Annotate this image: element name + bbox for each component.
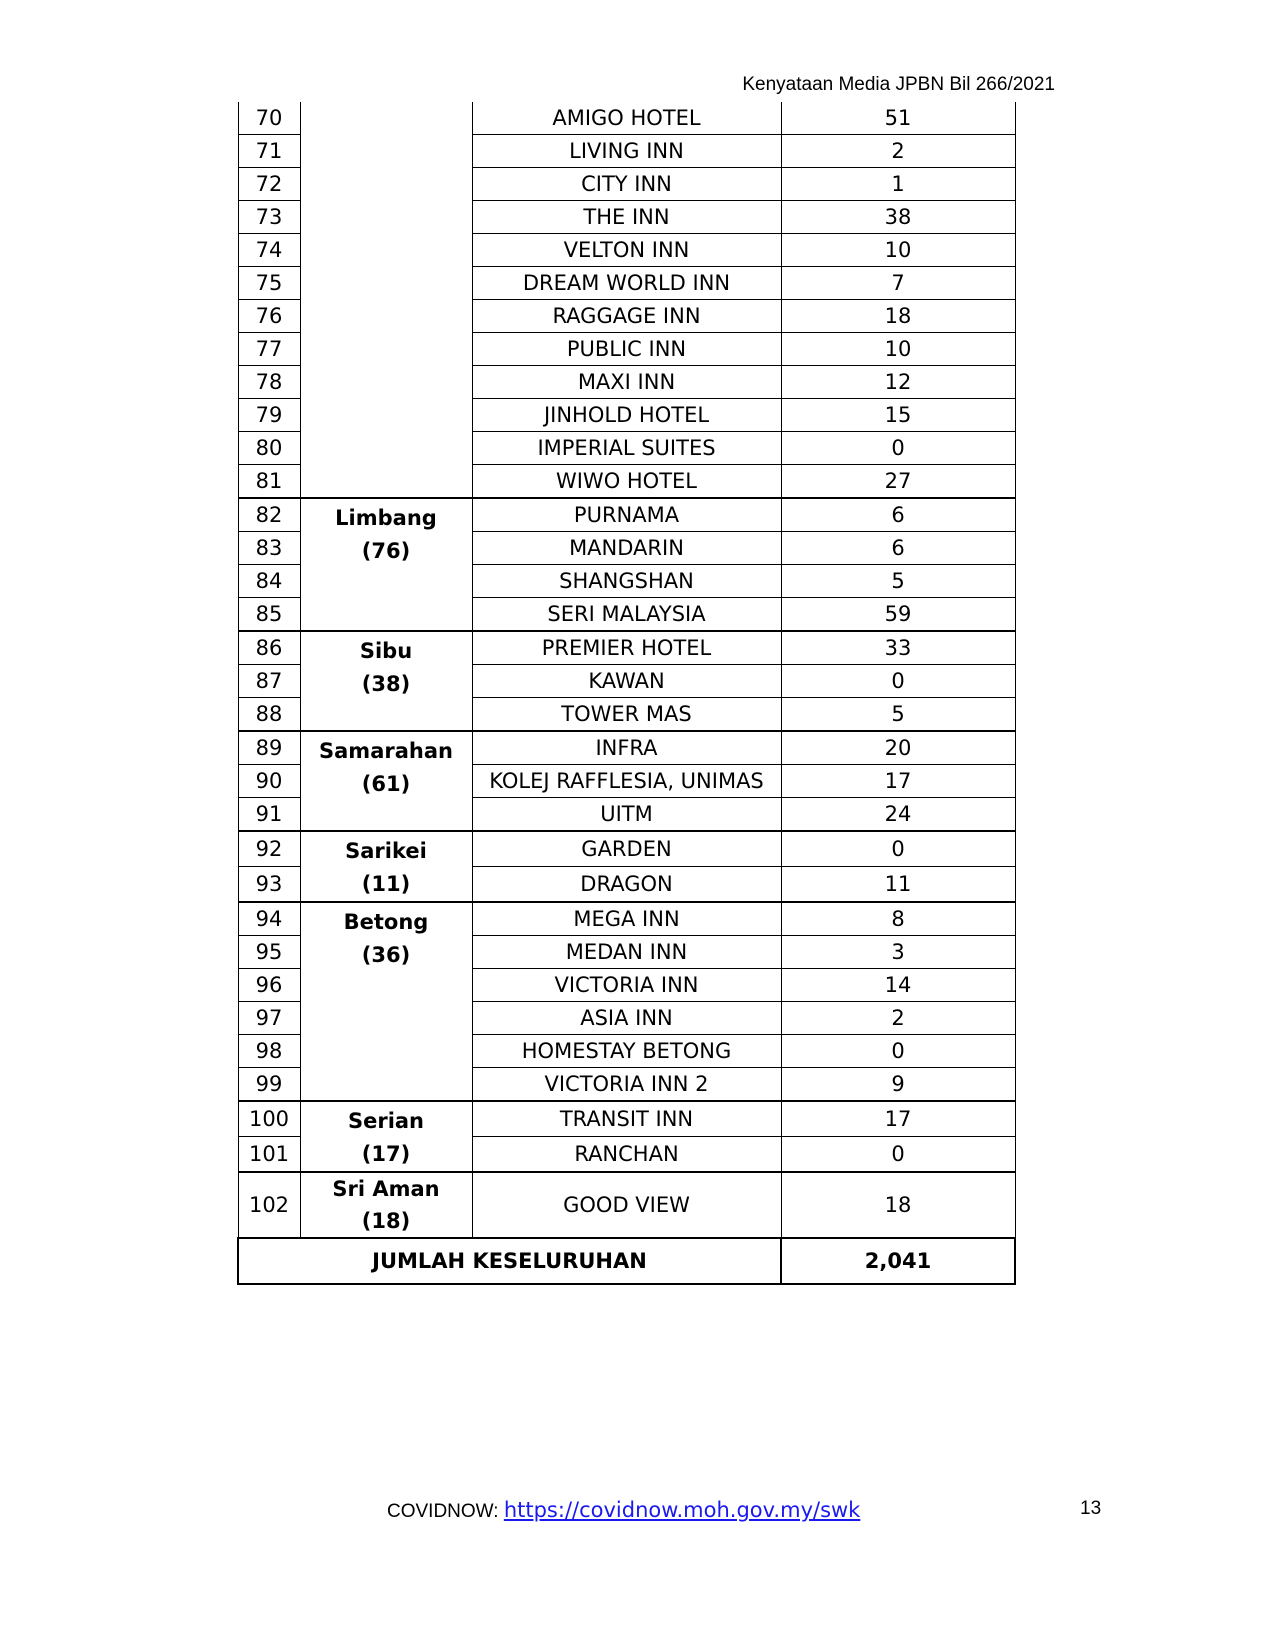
division-cell [300,902,472,1101]
centre-name: CITY INN [472,168,781,201]
division-cell [300,102,472,498]
row-number: 88 [238,698,300,732]
row-number: 77 [238,333,300,366]
case-count: 8 [781,902,1015,936]
case-count: 18 [781,300,1015,333]
centre-name: KAWAN [472,665,781,698]
centre-name: DRAGON [472,867,781,903]
table-row [238,102,1015,135]
centre-name: TOWER MAS [472,698,781,732]
row-number: 86 [238,631,300,665]
centre-name: UITM [472,798,781,832]
table-row [238,731,1015,765]
division-name: Samarahan [319,739,453,763]
row-number: 75 [238,267,300,300]
division-name: Betong [343,910,429,934]
case-count: 17 [781,1101,1015,1137]
division-name: Sri Aman [332,1177,440,1201]
centre-name: WIWO HOTEL [472,465,781,499]
case-count: 20 [781,731,1015,765]
division-total: (36) [361,943,411,967]
case-count: 9 [781,1068,1015,1102]
division-cell [300,831,472,902]
row-number: 87 [238,665,300,698]
case-count: 5 [781,565,1015,598]
row-number: 70 [238,102,300,135]
case-count: 15 [781,399,1015,432]
division-total: (76) [361,539,411,563]
case-count: 51 [781,102,1015,135]
case-count: 0 [781,665,1015,698]
division-total: (17) [361,1142,411,1166]
division-total: (38) [361,672,411,696]
table-row [238,631,1015,665]
row-number: 89 [238,731,300,765]
division-name: Serian [347,1109,425,1133]
case-count: 5 [781,698,1015,732]
table-row [238,1172,1015,1238]
row-number: 85 [238,598,300,632]
division-name: Sibu [359,639,413,663]
centre-name: VICTORIA INN [472,969,781,1002]
division-cell [300,1172,472,1238]
table-row [238,902,1015,936]
row-number: 94 [238,902,300,936]
table-row [238,831,1015,867]
centre-name: GOOD VIEW [472,1172,781,1238]
row-number: 76 [238,300,300,333]
centre-name: KOLEJ RAFFLESIA, UNIMAS [472,765,781,798]
page-number: 13 [1080,1498,1102,1519]
case-count: 1 [781,168,1015,201]
case-count: 6 [781,498,1015,532]
row-number: 74 [238,234,300,267]
division-total: (11) [361,872,411,896]
row-number: 92 [238,831,300,867]
centre-name: MEGA INN [472,902,781,936]
row-number: 90 [238,765,300,798]
case-count: 38 [781,201,1015,234]
row-number: 97 [238,1002,300,1035]
centre-name: THE INN [472,201,781,234]
row-number: 78 [238,366,300,399]
case-count: 7 [781,267,1015,300]
case-count: 6 [781,532,1015,565]
row-number: 96 [238,969,300,1002]
source-line [387,1498,860,1523]
row-number: 101 [238,1137,300,1173]
centre-name: LIVING INN [472,135,781,168]
centre-name: PUBLIC INN [472,333,781,366]
division-name: Limbang [335,506,437,530]
case-count: 33 [781,631,1015,665]
row-number: 84 [238,565,300,598]
row-number: 81 [238,465,300,499]
case-count: 12 [781,366,1015,399]
centre-name: JINHOLD HOTEL [472,399,781,432]
centre-name: MAXI INN [472,366,781,399]
case-count: 2 [781,135,1015,168]
division-cell [300,1101,472,1172]
case-count: 2 [781,1002,1015,1035]
division-cell [300,731,472,831]
centre-name: INFRA [472,731,781,765]
row-number: 73 [238,201,300,234]
case-count: 18 [781,1172,1015,1238]
row-number: 100 [238,1101,300,1137]
centre-name: IMPERIAL SUITES [472,432,781,465]
centre-name: TRANSIT INN [472,1101,781,1137]
case-count: 0 [781,831,1015,867]
centre-name: SERI MALAYSIA [472,598,781,632]
quarantine-centre-table [237,102,1016,1285]
centre-name: VICTORIA INN 2 [472,1068,781,1102]
grand-total-label: JUMLAH KESELURUHAN [238,1238,781,1284]
row-number: 72 [238,168,300,201]
centre-name: DREAM WORLD INN [472,267,781,300]
row-number: 102 [238,1172,300,1238]
document-reference: Kenyataan Media JPBN Bil 266/2021 [742,74,1055,95]
centre-name: MEDAN INN [472,936,781,969]
case-count: 14 [781,969,1015,1002]
row-number: 83 [238,532,300,565]
grand-total-row [238,1238,1015,1284]
division-cell [300,498,472,631]
row-number: 93 [238,867,300,903]
case-count: 10 [781,333,1015,366]
centre-name: ASIA INN [472,1002,781,1035]
centre-name: RANCHAN [472,1137,781,1173]
source-label: COVIDNOW: [387,1501,504,1522]
division-cell [300,631,472,731]
table-body [238,102,1015,1238]
centre-name: RAGGAGE INN [472,300,781,333]
case-count: 3 [781,936,1015,969]
case-count: 0 [781,432,1015,465]
case-count: 10 [781,234,1015,267]
case-count: 11 [781,867,1015,903]
centre-name: GARDEN [472,831,781,867]
case-count: 59 [781,598,1015,632]
centre-name: SHANGSHAN [472,565,781,598]
centre-name: PURNAMA [472,498,781,532]
grand-total-value: 2,041 [781,1238,1015,1284]
row-number: 80 [238,432,300,465]
row-number: 95 [238,936,300,969]
case-count: 0 [781,1137,1015,1173]
row-number: 91 [238,798,300,832]
centre-name: PREMIER HOTEL [472,631,781,665]
table-row [238,1101,1015,1137]
case-count: 0 [781,1035,1015,1068]
division-total: (18) [361,1209,411,1233]
table-row [238,498,1015,532]
row-number: 79 [238,399,300,432]
row-number: 98 [238,1035,300,1068]
centre-name: HOMESTAY BETONG [472,1035,781,1068]
row-number: 82 [238,498,300,532]
source-link[interactable]: https://covidnow.moh.gov.my/swk [503,1498,861,1522]
case-count: 27 [781,465,1015,499]
centre-name: MANDARIN [472,532,781,565]
row-number: 71 [238,135,300,168]
division-total: (61) [361,772,411,796]
row-number: 99 [238,1068,300,1102]
centre-name: VELTON INN [472,234,781,267]
case-count: 17 [781,765,1015,798]
division-name: Sarikei [345,839,427,863]
centre-name: AMIGO HOTEL [472,102,781,135]
case-count: 24 [781,798,1015,832]
